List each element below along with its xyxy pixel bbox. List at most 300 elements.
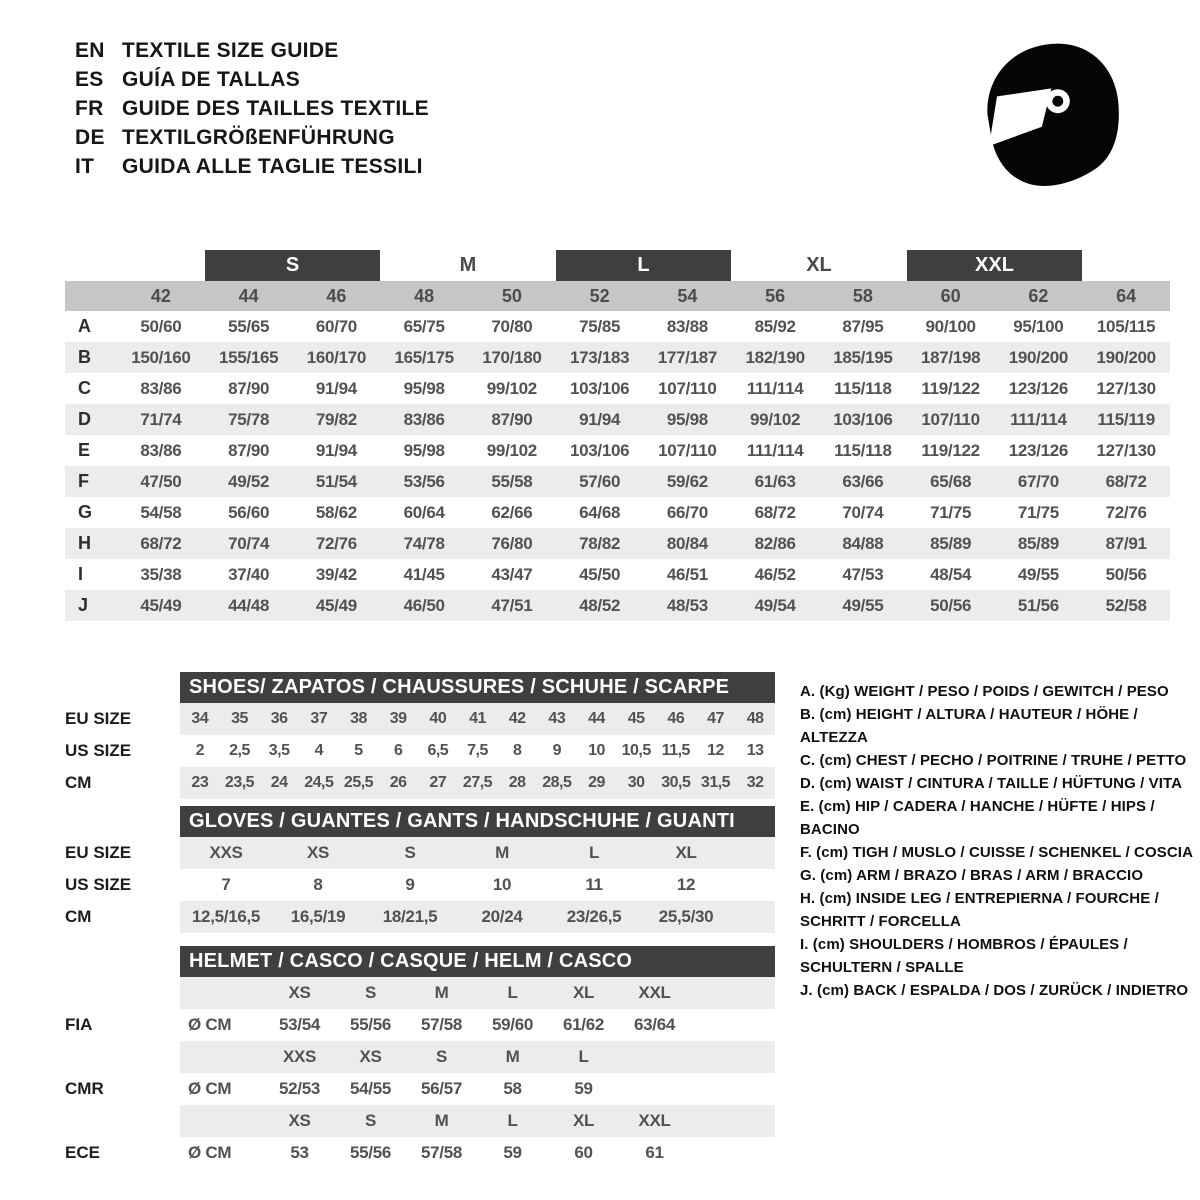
size-value: 127/130	[1096, 379, 1156, 398]
numeric-size: 42	[117, 281, 205, 311]
sub-cell: 38	[350, 710, 367, 727]
legend-item	[800, 887, 1200, 933]
sub-cell: 4	[314, 742, 324, 759]
numeric-size: 60	[907, 281, 995, 311]
size-value: 105/115	[1096, 317, 1156, 336]
size-value: 87/95	[842, 317, 884, 336]
numeric-size: 62	[995, 281, 1083, 311]
row-outer-label: US SIZE	[65, 741, 132, 760]
sub-cell: 42	[508, 710, 526, 727]
sub-cell: 55/56	[349, 1015, 392, 1034]
size-value: 68/72	[117, 528, 205, 559]
sub-cell: 23	[191, 774, 209, 791]
size-row-label: G	[78, 502, 93, 522]
numeric-size: 46	[293, 281, 381, 311]
sub-row-values	[180, 1105, 775, 1137]
sub-cell: 34	[191, 710, 209, 727]
size-value: 95/98	[403, 441, 445, 460]
size-value: 182/190	[731, 342, 819, 373]
gloves-size-table	[65, 806, 780, 933]
sub-cell: 63/64	[633, 1015, 676, 1034]
sub-cell: 30	[627, 774, 645, 791]
sub-row-values	[180, 977, 775, 1009]
sub-row-values	[180, 735, 775, 767]
size-value: 177/187	[644, 342, 732, 373]
sub-row	[65, 1041, 780, 1073]
size-row-label: E	[78, 440, 91, 460]
size-value: 35/38	[140, 565, 182, 584]
size-value: 68/72	[754, 503, 796, 522]
legend-line: A. (Kg) WEIGHT / PESO / POIDS / GEWITCH / PESO	[800, 683, 1169, 700]
sub-cell	[619, 1041, 690, 1073]
language-row	[75, 123, 429, 152]
sub-cell: XXS	[209, 843, 243, 862]
size-value: 170/180	[468, 342, 556, 373]
size-value: 111/114	[746, 379, 804, 398]
helmet-size-table	[65, 946, 780, 1169]
size-value: 72/76	[1105, 503, 1147, 522]
size-value: 65/68	[907, 466, 995, 497]
sub-cell: 28	[508, 774, 526, 791]
sub-cell: M	[434, 1111, 449, 1130]
size-value: 51/54	[293, 466, 381, 497]
sub-row	[65, 1105, 780, 1137]
size-value: 111/114	[746, 441, 804, 460]
sub-cell	[180, 1041, 264, 1073]
size-value: 43/47	[491, 565, 533, 584]
size-value: 87/91	[1082, 528, 1170, 559]
sub-cell: 26	[389, 774, 407, 791]
sub-cell: XS	[288, 983, 311, 1002]
size-value: 91/94	[315, 379, 357, 398]
size-value: 48/52	[556, 590, 644, 621]
legend-line: C. (cm) CHEST / PECHO / POITRINE / TRUHE / PETTO	[800, 752, 1187, 769]
size-row-label: I	[78, 564, 84, 584]
language-row	[75, 65, 429, 94]
sub-cell: 44	[588, 710, 605, 727]
size-value: 61/63	[731, 466, 819, 497]
sub-cell: 28,5	[542, 774, 572, 791]
size-value: 123/126	[1008, 441, 1069, 460]
sub-cell: 59/60	[491, 1015, 534, 1034]
size-value: 45/49	[293, 590, 381, 621]
size-value: 49/52	[205, 466, 293, 497]
size-value: 84/88	[819, 528, 907, 559]
size-row-label: B	[65, 342, 117, 373]
sub-cell	[180, 977, 264, 1009]
sub-cell: 24,5	[304, 774, 334, 791]
sub-cell: 58	[503, 1079, 522, 1098]
language-title: GUIDE DES TAILLES TEXTILE	[122, 96, 429, 120]
sub-row	[65, 1073, 780, 1105]
legend-line: J. (cm) BACK / ESPALDA / DOS / ZURÜCK / INDIETRO	[800, 982, 1189, 999]
legend-item	[800, 979, 1200, 1002]
size-value: 54/58	[140, 503, 182, 522]
size-value: 78/82	[556, 528, 644, 559]
sub-cell: 61	[645, 1143, 664, 1162]
size-value: 46/52	[754, 565, 796, 584]
sub-cell: 27	[429, 774, 447, 791]
size-value: 83/86	[140, 441, 182, 460]
size-value: 56/60	[228, 503, 270, 522]
row-outer-label	[65, 977, 180, 1009]
size-value: 50/56	[1105, 565, 1147, 584]
size-group-m: M	[459, 254, 477, 276]
size-value: 74/78	[380, 528, 468, 559]
sub-cell: 18/21,5	[382, 907, 438, 926]
numeric-size: 64	[1082, 281, 1170, 311]
sub-cell: S	[364, 983, 377, 1002]
sub-cell: L	[578, 1047, 589, 1066]
legend-item	[800, 864, 1200, 887]
size-value: 44/48	[205, 590, 293, 621]
sub-cell	[180, 1105, 264, 1137]
size-value: 107/110	[658, 379, 717, 398]
size-group-xxl: XXL	[907, 250, 1083, 281]
sub-row-values	[180, 901, 775, 933]
row-outer-label: CMR	[65, 1079, 104, 1098]
sub-cell: XXS	[282, 1047, 317, 1066]
legend-line: I. (cm) SHOULDERS / HOMBROS / ÉPAULES /	[800, 936, 1128, 953]
sub-cell: 12,5/16,5	[191, 907, 261, 926]
sub-cell: 53	[290, 1143, 309, 1162]
legend-line: SCHULTERN / SPALLE	[800, 959, 964, 976]
sub-cell: 16,5/19	[290, 907, 346, 926]
language-code: DE	[75, 125, 105, 149]
sub-cell: S	[435, 1047, 448, 1066]
numeric-size: 58	[819, 281, 907, 311]
size-value: 111/114	[995, 404, 1083, 435]
sub-cell: XL	[675, 843, 697, 862]
sub-cell: XXL	[638, 1111, 671, 1130]
size-value: 66/70	[666, 503, 708, 522]
language-row	[75, 36, 429, 65]
size-value: 46/50	[380, 590, 468, 621]
sub-cell: 57/58	[420, 1015, 463, 1034]
language-title: GUÍA DE TALLAS	[122, 67, 301, 91]
sub-row	[65, 1009, 780, 1041]
legend-item	[800, 841, 1200, 864]
size-group-spacer	[65, 250, 117, 281]
sub-row	[65, 1137, 780, 1169]
sub-cell: 2	[195, 742, 205, 759]
sub-cell: L	[507, 1111, 518, 1130]
size-value: 50/56	[907, 590, 995, 621]
sub-cell: 36	[270, 710, 288, 727]
sub-cell: 59	[574, 1079, 593, 1098]
size-value: 71/75	[930, 503, 972, 522]
row-outer-label: ECE	[65, 1143, 100, 1162]
size-value: 83/86	[140, 379, 182, 398]
sub-cell: 40	[429, 710, 447, 727]
size-value: 72/76	[293, 528, 381, 559]
sub-row-values	[180, 1041, 775, 1073]
legend-line: G. (cm) ARM / BRAZO / BRAS / ARM / BRACCIO	[800, 867, 1144, 884]
size-value: 103/106	[569, 379, 630, 398]
size-value: 119/122	[921, 379, 980, 398]
sub-cell: 25,5/30	[658, 907, 714, 926]
size-value: 79/82	[293, 404, 381, 435]
size-row-label: C	[78, 378, 91, 398]
sub-cell: XL	[572, 983, 595, 1002]
size-value: 71/74	[117, 404, 205, 435]
size-row-label: D	[65, 404, 117, 435]
sub-row-values	[180, 1009, 775, 1041]
sub-cell: 12	[707, 742, 724, 759]
numeric-size: 56	[731, 281, 819, 311]
size-value: 49/55	[1017, 565, 1059, 584]
sub-cell: 23/26,5	[566, 907, 622, 926]
size-value: 103/106	[569, 441, 630, 460]
sub-cell: 39	[389, 710, 407, 727]
shoes-table-header	[180, 672, 775, 703]
size-value: 70/74	[205, 528, 293, 559]
sub-cell: 29	[588, 774, 605, 791]
sub-cell: 59	[503, 1143, 522, 1162]
size-value: 55/65	[228, 317, 270, 336]
legend-line: SCHRITT / FORCELLA	[800, 913, 961, 930]
sub-cell: 56/57	[420, 1079, 463, 1098]
sub-cell: 6	[393, 742, 403, 759]
sub-cell: 61/62	[562, 1015, 605, 1034]
size-value: 41/45	[403, 565, 445, 584]
sub-cell: 8	[512, 742, 522, 759]
language-title: TEXTILE SIZE GUIDE	[122, 38, 339, 62]
sub-cell: 52/53	[278, 1079, 321, 1098]
size-value: 47/50	[117, 466, 205, 497]
numeric-size: 54	[644, 281, 732, 311]
size-row-label: A	[78, 316, 91, 336]
size-value: 37/40	[228, 565, 270, 584]
size-value: 83/86	[380, 404, 468, 435]
row-outer-label: EU SIZE	[65, 709, 132, 728]
sub-row	[65, 735, 780, 767]
size-value: 60/70	[315, 317, 357, 336]
size-value: 47/53	[842, 565, 884, 584]
size-value: 115/119	[1082, 404, 1170, 435]
sub-cell: 55/56	[349, 1143, 392, 1162]
size-value: 75/78	[205, 404, 293, 435]
sub-cell: Ø CM	[188, 1143, 232, 1162]
shoes-table-title: SHOES/ ZAPATOS / CHAUSSURES / SCHUHE / SCARPE	[180, 672, 775, 703]
shoes-size-table	[65, 672, 780, 799]
language-code: FR	[75, 96, 104, 120]
size-value: 57/60	[556, 466, 644, 497]
sub-cell: 6,5	[427, 742, 449, 759]
sub-cell: L	[588, 843, 600, 862]
sub-cell: M	[495, 843, 509, 862]
legend-item	[800, 795, 1200, 841]
sub-cell: XS	[288, 1111, 311, 1130]
sub-cell: 48	[746, 710, 764, 727]
size-value: 123/126	[1008, 379, 1069, 398]
sub-cell: 3,5	[268, 742, 290, 759]
size-value: 45/49	[117, 590, 205, 621]
language-row	[75, 94, 429, 123]
size-group-l: L	[556, 250, 732, 281]
sub-cell: 46	[667, 710, 685, 727]
sub-cell: S	[364, 1111, 377, 1130]
size-value: 76/80	[468, 528, 556, 559]
size-value: 155/165	[205, 342, 293, 373]
sub-row	[65, 869, 780, 901]
sub-cell: 41	[469, 710, 486, 727]
sub-row-values	[180, 703, 775, 735]
size-value: 83/88	[666, 317, 708, 336]
size-value: 185/195	[819, 342, 907, 373]
sub-row-values	[180, 869, 775, 901]
legend-line: H. (cm) INSIDE LEG / ENTREPIERNA / FOURCHE /	[800, 890, 1159, 907]
size-value: 87/90	[228, 441, 270, 460]
size-value: 160/170	[293, 342, 381, 373]
sub-cell: 31,5	[700, 774, 731, 791]
size-value: 107/110	[658, 441, 717, 460]
sub-cell: 9	[405, 875, 415, 894]
sub-cell: 5	[354, 742, 363, 759]
sub-cell: 12	[676, 875, 696, 894]
sub-cell: 24	[270, 774, 288, 791]
size-value: 115/118	[834, 379, 892, 398]
size-value: 48/53	[644, 590, 732, 621]
size-group-s: S	[205, 250, 381, 281]
size-value: 95/100	[1013, 317, 1064, 336]
size-value: 187/198	[907, 342, 995, 373]
size-value: 99/102	[486, 379, 537, 398]
size-value: 85/89	[907, 528, 995, 559]
size-value: 119/122	[921, 441, 980, 460]
size-value: 49/54	[731, 590, 819, 621]
language-title: GUIDA ALLE TAGLIE TESSILI	[122, 154, 423, 178]
size-value: 115/118	[834, 441, 892, 460]
size-value: 67/70	[995, 466, 1083, 497]
sub-cell: XS	[359, 1047, 382, 1066]
sub-cell: 45	[627, 710, 645, 727]
size-value: 85/89	[995, 528, 1083, 559]
size-value: 150/160	[117, 342, 205, 373]
size-value: 91/94	[556, 404, 644, 435]
legend-item	[800, 749, 1200, 772]
row-outer-label: US SIZE	[65, 875, 132, 894]
size-value: 53/56	[380, 466, 468, 497]
sub-cell: Ø CM	[188, 1079, 232, 1098]
size-value: 55/58	[468, 466, 556, 497]
size-value: 99/102	[486, 441, 537, 460]
size-value: 62/66	[491, 503, 533, 522]
numeric-size-spacer	[65, 281, 117, 311]
measurement-legend	[800, 680, 1200, 1002]
size-value: 75/85	[579, 317, 621, 336]
size-value: 80/84	[644, 528, 732, 559]
size-value: 65/75	[403, 317, 445, 336]
size-value: 51/56	[995, 590, 1083, 621]
size-value: 87/90	[468, 404, 556, 435]
size-value: 48/54	[930, 565, 972, 584]
sub-cell: XXL	[638, 983, 671, 1002]
sub-row-values	[180, 1137, 775, 1169]
sub-cell: 11	[585, 875, 603, 894]
language-code: EN	[75, 38, 105, 62]
size-value: 71/75	[1017, 503, 1059, 522]
size-value: 58/62	[315, 503, 357, 522]
sub-cell: 27,5	[462, 774, 493, 791]
legend-line: B. (cm) HEIGHT / ALTURA / HAUTEUR / HÖHE / ALTEZZA	[800, 706, 1138, 746]
racing-helmet-icon	[973, 28, 1133, 200]
numeric-size: 48	[380, 281, 468, 311]
size-group-xl: XL	[806, 254, 832, 276]
gloves-table-title: GLOVES / GUANTES / GANTS / HANDSCHUHE / GUANTI	[180, 806, 775, 837]
size-value: 165/175	[380, 342, 468, 373]
size-value: 82/86	[731, 528, 819, 559]
sub-cell: 53/54	[278, 1015, 321, 1034]
sub-row-values	[180, 837, 775, 869]
size-value: 47/51	[468, 590, 556, 621]
sub-cell: 9	[552, 742, 562, 759]
sub-cell: 10	[588, 742, 605, 759]
sub-cell: 2,5	[229, 742, 250, 759]
sub-cell: 47	[707, 710, 724, 727]
size-value: 60/64	[403, 503, 445, 522]
sub-cell: 10	[492, 875, 512, 894]
sub-row	[65, 767, 780, 799]
sub-cell: 60	[574, 1143, 593, 1162]
size-value: 68/72	[1082, 466, 1170, 497]
row-outer-label: FIA	[65, 1015, 93, 1034]
numeric-size: 52	[556, 281, 644, 311]
sub-cell: 10,5	[621, 742, 651, 759]
row-outer-label	[65, 1105, 180, 1137]
row-outer-label: EU SIZE	[65, 843, 132, 862]
sub-cell: 57/58	[420, 1143, 463, 1162]
numeric-size: 50	[468, 281, 556, 311]
size-value: 85/92	[754, 317, 796, 336]
sub-cell: M	[434, 983, 449, 1002]
size-row-label: J	[65, 590, 117, 621]
size-value: 52/58	[1082, 590, 1170, 621]
size-value: 50/60	[140, 317, 182, 336]
language-title-list	[75, 36, 429, 181]
size-value: 173/183	[556, 342, 644, 373]
gloves-table-header	[180, 806, 775, 837]
size-value: 190/200	[1082, 342, 1170, 373]
row-outer-label	[65, 1041, 180, 1073]
size-value: 70/80	[491, 317, 533, 336]
legend-line: D. (cm) WAIST / CINTURA / TAILLE / HÜFTUNG / VITA	[800, 775, 1183, 792]
sub-cell	[619, 1073, 690, 1105]
sub-row-values	[180, 1073, 775, 1105]
row-outer-label: CM	[65, 773, 92, 792]
language-row	[75, 152, 429, 181]
size-value: 64/68	[579, 503, 621, 522]
size-value: 63/66	[819, 466, 907, 497]
size-value: 95/98	[403, 379, 445, 398]
sub-cell: L	[507, 983, 518, 1002]
legend-item	[800, 703, 1200, 749]
sub-cell: Ø CM	[188, 1015, 232, 1034]
size-value: 190/200	[995, 342, 1083, 373]
size-value: 95/98	[644, 404, 732, 435]
sub-cell: 20/24	[481, 907, 523, 926]
legend-item	[800, 933, 1200, 979]
size-value: 107/110	[907, 404, 995, 435]
size-value: 70/74	[842, 503, 884, 522]
language-code: ES	[75, 67, 104, 91]
language-title: TEXTILGRÖßENFÜHRUNG	[122, 125, 395, 149]
size-value: 39/42	[315, 565, 357, 584]
sub-cell: M	[505, 1047, 520, 1066]
size-group-spacer	[1082, 250, 1170, 281]
size-group-spacer	[117, 250, 205, 281]
size-row-label: F	[65, 466, 117, 497]
